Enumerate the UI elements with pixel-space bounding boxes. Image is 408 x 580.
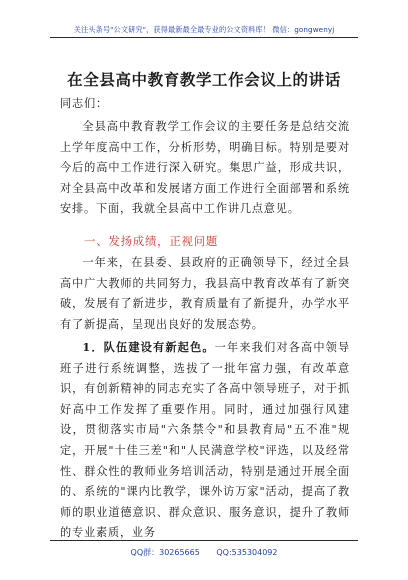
paragraph-body: 一年来我们对各高中领导班子进行系统调整，选拔了一批年富力强，有改革意识，有创新精神的同志充实了各高中领导班子，对于抓好高中工作发挥了重要作用。同时，通过加强行风建设，贯彻落实市局"六条禁令"和县教育局"五不准"规定，开展"十佳三差"和"人民满意学校"评选，以及经常性、群众性的教师业务培训活动，特别是通过开展全面的、系统的"课内比教学，课外访万家"活动，提高了教师的职业道德意识、群众意识、服务意识，提升了教师的专业素质，业务 xyxy=(60,341,350,540)
header-banner-text: 关注头条号"公文研究"，获得最新最全最专业的公文资料库！ 微信：gongwenyj xyxy=(73,25,335,34)
paragraph-intro: 全县高中教育教学工作会议的主要任务是总结交流上学年度高中工作，分析形势，明确目标。特别是要对今后的高中工作进行深入研究。集思广益，形成共识，对全县高中改革和发展诸方面工作进行全面部署和系统安排。下面，我就全县高中工作讲几点意见。 xyxy=(60,120,350,216)
salutation: 同志们： xyxy=(60,97,108,110)
paragraph-lead-bold: 1．队伍建设有新起色。 xyxy=(82,340,215,354)
paragraph-achievements: 一年来，在县委、县政府的正确领导下，经过全县高中广大教师的共同努力，我县高中教育改革有了新突破，发展有了新进步，教育质量有了新提升，办学水平有了新提高，呈现出良好的发展态势。 xyxy=(60,256,350,331)
paragraph-team-building xyxy=(60,337,350,544)
document-title: 在全县高中教育教学工作会议上的讲话 xyxy=(67,70,341,89)
section-heading-1: 一、发扬成绩，正视问题 xyxy=(84,234,219,248)
footer-contact: QQ群：30265665 QQ:535304092 xyxy=(130,548,278,557)
footer-divider xyxy=(50,540,358,541)
header-banner xyxy=(50,24,358,38)
